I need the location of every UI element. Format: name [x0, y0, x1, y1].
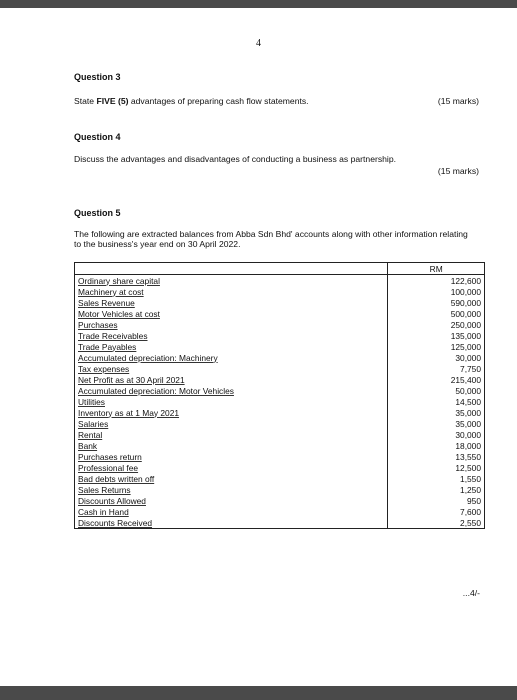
row-amount: 7,750 [388, 363, 485, 374]
question-4-text: Discuss the advantages and disadvantages of conducting a business as partnership. [74, 154, 396, 164]
table-body [75, 275, 485, 529]
row-label: Purchases return [75, 451, 388, 462]
table-row [75, 341, 485, 352]
table-row [75, 363, 485, 374]
table-row [75, 517, 485, 529]
row-amount: 1,550 [388, 473, 485, 484]
table-row [75, 330, 485, 341]
row-label: Motor Vehicles at cost [75, 308, 388, 319]
continuation-marker: ...4/- [462, 588, 480, 598]
table-row [75, 429, 485, 440]
table-row [75, 462, 485, 473]
currency-header: RM [388, 263, 485, 275]
row-amount: 950 [388, 495, 485, 506]
row-amount: 2,550 [388, 517, 485, 529]
table-row [75, 308, 485, 319]
question-3-marks: (15 marks) [437, 96, 479, 106]
balances-table [74, 262, 485, 529]
table-header-row [75, 263, 485, 275]
row-label: Inventory as at 1 May 2021 [75, 407, 388, 418]
row-label: Discounts Received [75, 517, 388, 529]
table-row [75, 286, 485, 297]
row-label: Accumulated depreciation: Motor Vehicles [75, 385, 388, 396]
row-amount: 1,250 [388, 484, 485, 495]
table-row [75, 440, 485, 451]
row-label: Professional fee [75, 462, 388, 473]
table-row [75, 418, 485, 429]
row-label: Utilities [75, 396, 388, 407]
question-3-text: State FIVE (5) advantages of preparing cash flow statements. [74, 96, 309, 106]
row-amount: 122,600 [388, 275, 485, 287]
row-label: Machinery at cost [75, 286, 388, 297]
row-label: Trade Receivables [75, 330, 388, 341]
row-label: Sales Revenue [75, 297, 388, 308]
table-row [75, 385, 485, 396]
row-label: Salaries [75, 418, 388, 429]
row-label: Ordinary share capital [75, 275, 388, 287]
row-amount: 590,000 [388, 297, 485, 308]
row-amount: 100,000 [388, 286, 485, 297]
row-amount: 35,000 [388, 407, 485, 418]
table-row [75, 484, 485, 495]
table-row [75, 396, 485, 407]
row-label: Bank [75, 440, 388, 451]
row-label: Cash in Hand [75, 506, 388, 517]
question-4-title: Question 4 [74, 132, 121, 142]
row-label: Rental [75, 429, 388, 440]
row-amount: 14,500 [388, 396, 485, 407]
question-3-title: Question 3 [74, 72, 121, 82]
row-label: Sales Returns [75, 484, 388, 495]
question-4-marks: (15 marks) [437, 166, 479, 176]
bottom-border-bar [0, 686, 517, 700]
page-number: 4 [256, 38, 261, 49]
table-row [75, 451, 485, 462]
question-5-text: The following are extracted balances from Abba Sdn Bhd' accounts along with other information relating to the business's year end on 30 April 2022. [74, 229, 468, 249]
row-amount: 250,000 [388, 319, 485, 330]
table-row [75, 374, 485, 385]
table-row [75, 506, 485, 517]
row-label: Net Profit as at 30 April 2021 [75, 374, 388, 385]
row-amount: 13,550 [388, 451, 485, 462]
row-label: Discounts Allowed [75, 495, 388, 506]
row-label: Purchases [75, 319, 388, 330]
row-amount: 18,000 [388, 440, 485, 451]
row-amount: 30,000 [388, 429, 485, 440]
top-border-bar [0, 0, 517, 8]
row-amount: 12,500 [388, 462, 485, 473]
row-amount: 500,000 [388, 308, 485, 319]
table-row [75, 275, 485, 287]
row-amount: 215,400 [388, 374, 485, 385]
row-amount: 35,000 [388, 418, 485, 429]
row-amount: 30,000 [388, 352, 485, 363]
table-row [75, 297, 485, 308]
question-5-title: Question 5 [74, 208, 121, 218]
row-label: Tax expenses [75, 363, 388, 374]
row-label: Bad debts written off [75, 473, 388, 484]
label-header-cell [75, 263, 388, 275]
row-label: Trade Payables [75, 341, 388, 352]
row-label: Accumulated depreciation: Machinery [75, 352, 388, 363]
table-row [75, 407, 485, 418]
row-amount: 50,000 [388, 385, 485, 396]
row-amount: 135,000 [388, 330, 485, 341]
row-amount: 7,600 [388, 506, 485, 517]
table-row [75, 473, 485, 484]
table-row [75, 319, 485, 330]
table-row [75, 352, 485, 363]
row-amount: 125,000 [388, 341, 485, 352]
table-row [75, 495, 485, 506]
